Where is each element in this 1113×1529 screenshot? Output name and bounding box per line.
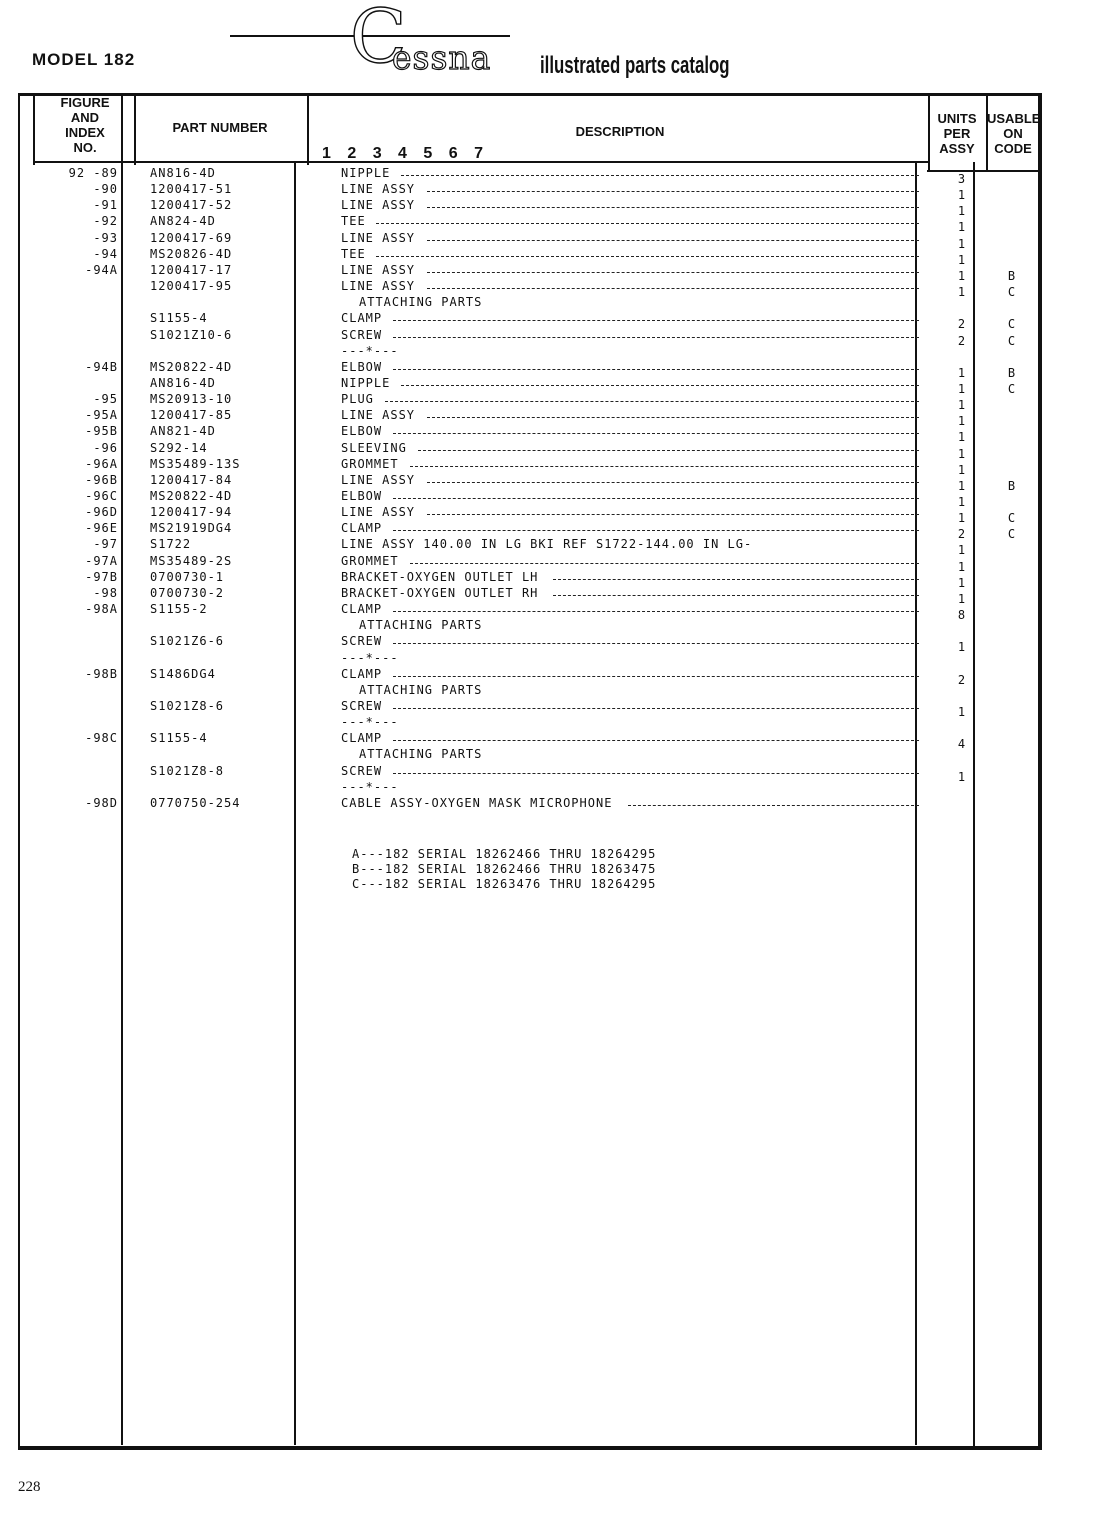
header-figure-line4: NO. [73,140,97,155]
units-per-assy: 1 [957,382,967,396]
units-per-assy: 1 [957,705,967,719]
leader-dots [401,175,919,176]
col-divider-desc [915,162,917,1445]
part-number: S292-14 [150,441,208,455]
header-units-line3: ASSY [939,141,975,156]
page-number: 228 [18,1479,41,1495]
part-number: 1200417-85 [150,408,233,422]
part-number: MS20826-4D [150,247,233,261]
part-number: S1155-2 [150,602,208,616]
effectivity-note-c: C---182 SERIAL 18263476 THRU 18264295 [352,877,657,891]
units-per-assy: 1 [957,204,967,218]
figure-index: -93 [93,231,118,245]
part-description: SCREW [341,634,383,648]
leader-dots [393,773,919,774]
part-description: LINE ASSY [341,408,416,422]
header-figure-line3: INDEX [65,125,105,140]
part-number: MS20913-10 [150,392,233,406]
units-per-assy: 2 [957,527,967,541]
units-per-assy: 1 [957,237,967,251]
leader-dots [401,385,919,386]
part-description: LINE ASSY 140.00 IN LG BKI REF S1722-144.00 IN LG- [341,537,753,551]
part-description: PLUG [341,392,374,406]
col-divider-part [294,162,296,1445]
part-number: 0700730-1 [150,570,225,584]
part-description: CLAMP [341,311,383,325]
usable-on-code: B [1007,366,1017,380]
figure-index: -96 [93,441,118,455]
figure-index: -95 [93,392,118,406]
part-number: AN816-4D [150,166,216,180]
brand-logo-initial: C [350,0,407,80]
leader-dots [393,643,919,644]
part-number: S1722 [150,537,192,551]
part-description: CLAMP [341,521,383,535]
units-per-assy: 1 [957,543,967,557]
figure-index: -97B [85,570,118,584]
part-description: CLAMP [341,667,383,681]
part-number: 1200417-69 [150,231,233,245]
part-number: 0770750-254 [150,796,241,810]
part-number: MS20822-4D [150,489,233,503]
col-divider-part-b [307,93,309,165]
figure-index: -96D [85,505,118,519]
usable-on-code: C [1007,334,1017,348]
figure-index: -95B [85,424,118,438]
part-description: LINE ASSY [341,231,416,245]
units-per-assy: 4 [957,737,967,751]
header-rule-right [927,170,1039,172]
part-number: S1155-4 [150,311,208,325]
leader-dots [393,740,919,741]
part-description: ELBOW [341,424,383,438]
header-description: DESCRIPTION [575,124,665,139]
part-description: SCREW [341,699,383,713]
leader-dots [427,207,919,208]
part-number: AN824-4D [150,214,216,228]
units-per-assy: 1 [957,560,967,574]
figure-index: -96C [85,489,118,503]
figure-index: -98B [85,667,118,681]
part-number: MS20822-4D [150,360,233,374]
leader-dots [385,401,919,402]
effectivity-note-a: A---182 SERIAL 18262466 THRU 18264295 [352,847,657,861]
part-description: LINE ASSY [341,263,416,277]
leader-dots [393,676,919,677]
leader-dots [628,805,919,806]
part-description: ATTACHING PARTS [359,747,483,761]
figure-index: -96E [85,521,118,535]
header-part-number: PART NUMBER [172,120,268,135]
usable-on-code: C [1007,527,1017,541]
part-number: 1200417-95 [150,279,233,293]
part-number: S1155-4 [150,731,208,745]
usable-on-code: C [1007,511,1017,525]
leader-dots [393,369,919,370]
part-description: SCREW [341,328,383,342]
part-description: GROMMET [341,554,399,568]
leader-dots [553,579,919,580]
part-number: 1200417-51 [150,182,233,196]
part-description: ---*--- [341,780,399,794]
units-per-assy: 1 [957,414,967,428]
units-per-assy: 1 [957,770,967,784]
header-usable-line3: CODE [994,141,1032,156]
figure-index: -92 [93,214,118,228]
units-per-assy: 1 [957,220,967,234]
units-per-assy: 8 [957,608,967,622]
leader-dots [418,450,919,451]
units-per-assy: 1 [957,447,967,461]
figure-index: -94A [85,263,118,277]
part-number: MS35489-2S [150,554,233,568]
leader-dots [410,563,919,564]
leader-dots [393,708,919,709]
model-label: MODEL 182 [32,50,136,69]
part-description: ELBOW [341,489,383,503]
part-description: SLEEVING [341,441,407,455]
units-per-assy: 1 [957,430,967,444]
leader-dots [393,320,919,321]
figure-index: -95A [85,408,118,422]
units-per-assy: 1 [957,592,967,606]
part-description: TEE [341,247,366,261]
usable-on-code: B [1007,479,1017,493]
usable-on-code: C [1007,285,1017,299]
leader-dots [553,595,919,596]
units-per-assy: 1 [957,479,967,493]
figure-index: -96B [85,473,118,487]
header-figure [40,95,130,155]
leader-dots [393,611,919,612]
units-per-assy: 1 [957,253,967,267]
leader-dots [427,514,919,515]
units-per-assy: 1 [957,285,967,299]
part-description: NIPPLE [341,166,391,180]
col-divider-inner-left [33,93,35,165]
part-description: CLAMP [341,731,383,745]
leader-dots [393,337,919,338]
units-per-assy: 1 [957,511,967,525]
part-description: ATTACHING PARTS [359,618,483,632]
part-description: GROMMET [341,457,399,471]
part-number: 1200417-94 [150,505,233,519]
part-description: ATTACHING PARTS [359,295,483,309]
figure-index: -98C [85,731,118,745]
part-number: AN816-4D [150,376,216,390]
leader-dots [376,256,919,257]
part-description: LINE ASSY [341,473,416,487]
figure-index: -98 [93,586,118,600]
leader-dots [393,498,919,499]
usable-on-code: C [1007,317,1017,331]
leader-dots [393,433,919,434]
part-number: 1200417-84 [150,473,233,487]
units-per-assy: 2 [957,673,967,687]
units-per-assy: 1 [957,398,967,412]
brand-logo-wordmark: essna [392,38,492,77]
part-description: NIPPLE [341,376,391,390]
header-usable [987,111,1039,156]
part-number: AN821-4D [150,424,216,438]
part-description: BRACKET-OXYGEN OUTLET RH [341,586,539,600]
usable-on-code: B [1007,269,1017,283]
part-description: ATTACHING PARTS [359,683,483,697]
leader-dots [427,191,919,192]
part-description: LINE ASSY [341,279,416,293]
header-usable-line2: ON [1003,126,1023,141]
part-description: ---*--- [341,344,399,358]
figure-index: -90 [93,182,118,196]
part-number: S1021Z8-6 [150,699,225,713]
leader-dots [376,223,919,224]
leader-dots [393,530,919,531]
part-description: ---*--- [341,715,399,729]
part-description: LINE ASSY [341,198,416,212]
header-figure-line2: AND [70,110,100,125]
units-per-assy: 1 [957,269,967,283]
usable-on-code: C [1007,382,1017,396]
figure-index: 92 -89 [68,166,118,180]
figure-index: -96A [85,457,118,471]
part-number: MS35489-13S [150,457,241,471]
figure-index: -94B [85,360,118,374]
units-per-assy: 3 [957,172,967,186]
units-per-assy: 1 [957,640,967,654]
part-description: LINE ASSY [341,505,416,519]
leader-dots [410,466,919,467]
leader-dots [427,272,919,273]
part-description: CABLE ASSY-OXYGEN MASK MICROPHONE [341,796,613,810]
leader-dots [427,482,919,483]
part-number: S1021Z8-8 [150,764,225,778]
leader-dots [427,417,919,418]
part-description: BRACKET-OXYGEN OUTLET LH [341,570,539,584]
header-usable-line1: USABLE [987,111,1041,126]
header-units-line1: UNITS [937,111,977,126]
figure-index: -97A [85,554,118,568]
part-description: TEE [341,214,366,228]
part-description: ELBOW [341,360,383,374]
col-divider-figure [121,93,123,1445]
part-description: LINE ASSY [341,182,416,196]
part-description: SCREW [341,764,383,778]
figure-index: -98D [85,796,118,810]
part-description: CLAMP [341,602,383,616]
part-number: 1200417-17 [150,263,233,277]
units-per-assy: 1 [957,576,967,590]
units-per-assy: 1 [957,495,967,509]
units-per-assy: 2 [957,334,967,348]
leader-dots [427,240,919,241]
header-figure-line1: FIGURE [60,95,110,110]
col-divider-units [973,162,975,1450]
part-number: S1021Z6-6 [150,634,225,648]
part-number: MS21919DG4 [150,521,233,535]
part-number: S1486DG4 [150,667,216,681]
units-per-assy: 2 [957,317,967,331]
part-number: S1021Z10-6 [150,328,233,342]
figure-index: -98A [85,602,118,616]
figure-index: -94 [93,247,118,261]
catalog-tagline: illustrated parts catalog [540,52,730,79]
part-number: 0700730-2 [150,586,225,600]
figure-index: -97 [93,537,118,551]
indent-digits: 1 2 3 4 5 6 7 [322,145,489,162]
figure-index: -91 [93,198,118,212]
units-per-assy: 1 [957,366,967,380]
leader-dots [427,288,919,289]
part-description: ---*--- [341,651,399,665]
units-per-assy: 1 [957,463,967,477]
col-divider-figure-b [134,93,136,165]
header-units-line2: PER [943,126,971,141]
units-per-assy: 1 [957,188,967,202]
header-units [929,111,985,156]
part-number: 1200417-52 [150,198,233,212]
effectivity-note-b: B---182 SERIAL 18262466 THRU 18263475 [352,862,657,876]
